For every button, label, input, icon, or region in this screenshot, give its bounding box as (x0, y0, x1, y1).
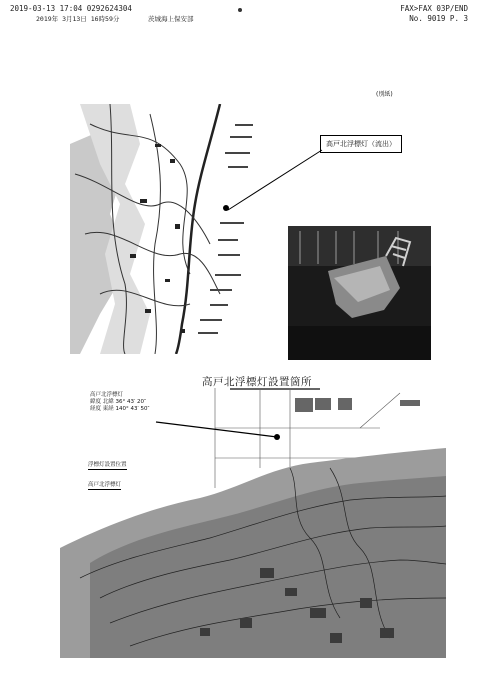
installation-site-title: 高戸北浮標灯設置箇所 (202, 376, 312, 388)
legend-buoy-name: 高戸北浮標灯 (88, 482, 122, 488)
longitude-value: 140° 43′ 50″ (115, 406, 150, 412)
buoy-position-box (90, 392, 150, 413)
legend-installed-position: 浮標灯設置位置 (88, 462, 127, 468)
latitude-direction: 北緯 (102, 399, 114, 405)
longitude-direction: 東経 (102, 406, 114, 412)
longitude-row (90, 406, 150, 413)
nautical-chart (60, 388, 446, 658)
attachment-tag: (別紙) (376, 91, 393, 98)
longitude-label: 経度 (90, 406, 102, 412)
latitude-label: 緯度 (90, 399, 102, 405)
latitude-row (90, 399, 150, 406)
fax-sender: 茨城海上保安部 (148, 15, 194, 23)
buoy-photo (288, 226, 431, 360)
fax-page-number: No. 9019 P. 3 (409, 14, 468, 23)
latitude-value: 36° 43′ 20″ (115, 399, 147, 405)
fax-page-count: FAX>FAX 03P/END (400, 4, 468, 13)
fax-transmit-line: 2019-03-13 17:04 0292624304 (10, 4, 132, 13)
drifted-buoy-callout: 高戸北浮標灯（流出） (320, 135, 402, 153)
position-buoy-name: 高戸北浮標灯 (90, 392, 124, 398)
fax-received-time: 2019年 3月13日 16時59分 (36, 15, 120, 23)
nautical-chart-drawing (60, 388, 446, 658)
buoy-photo-drawing (288, 226, 431, 360)
